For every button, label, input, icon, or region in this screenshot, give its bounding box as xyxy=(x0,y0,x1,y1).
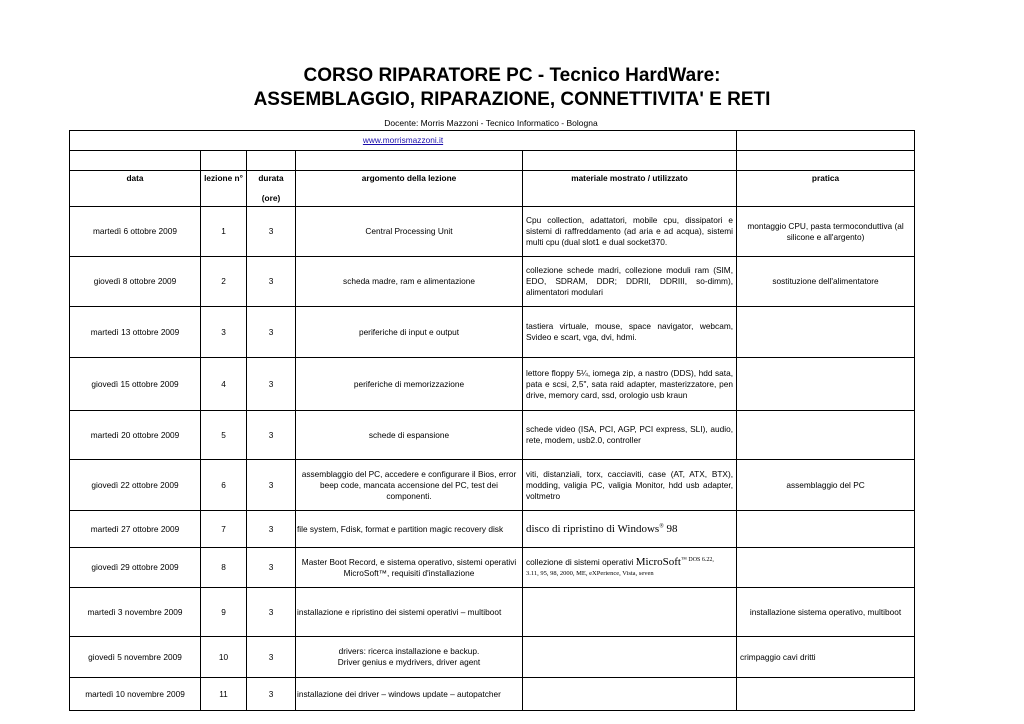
lessons-table xyxy=(69,130,915,711)
table-row: giovedì 22 ottobre 2009 6 3 assemblaggio del PC, accedere e configurare il Bios, error beep code, mancata accensione del PC, test dei componenti. viti, distanziali, torx, cacciaviti, case (AT, ATX, BTX), modding, valigia PC, valigia Monitor, hdd usb adapter, voltmetro assemblaggio del PC xyxy=(70,460,915,511)
table-row: martedì 20 ottobre 2009 5 3 schede di espansione schede video (ISA, PCI, AGP, PCI express, SLI), audio, rete, modem, usb2.0, controller xyxy=(70,411,915,460)
title-line-2: ASSEMBLAGGIO, RIPARAZIONE, CONNETTIVITA' E RETI xyxy=(253,89,771,110)
table-row: giovedì 5 novembre 2009 10 3 drivers: ricerca installazione e backup. Driver genius e mydrivers, driver agent crimpaggio cavi dritti xyxy=(70,637,915,678)
col-duration: durata (ore) xyxy=(247,171,296,207)
website-link[interactable]: www.morrismazzoni.it xyxy=(362,135,444,145)
col-lesson: lezione n° xyxy=(201,171,247,207)
col-topic: argomento della lezione xyxy=(296,171,523,207)
table-row: giovedì 15 ottobre 2009 4 3 periferiche di memorizzazione lettore floppy 5¼, iomega zip, a nastro (DDS), hdd sata, pata e scsi, 2,5", sata raid adapter, masterizzatore, pen drive, memory card, ssd, orologio usb kraun xyxy=(70,358,915,411)
table-row: martedì 10 novembre 2009 11 3 installazione dei driver – windows update – autopatcher xyxy=(70,678,915,711)
table-row: martedì 27 ottobre 2009 7 3 file system, Fdisk, format e partition magic recovery disk disco di ripristino di Windows® 98 xyxy=(70,511,915,548)
teacher-line: Docente: Morris Mazzoni - Tecnico Informatico - Bologna xyxy=(384,118,598,128)
col-practice: pratica xyxy=(737,171,915,207)
spacer-row xyxy=(70,151,915,171)
title-line-1: CORSO RIPARATORE PC - Tecnico HardWare: xyxy=(303,65,721,86)
header-row xyxy=(70,171,915,207)
col-date: data xyxy=(70,171,201,207)
col-material: materiale mostrato / utilizzato xyxy=(523,171,737,207)
table-row: martedì 6 ottobre 2009 1 3 Central Processing Unit Cpu collection, adattatori, mobile cpu, dissipatori e sistemi di raffreddamento (ad aria e ad acqua), sistemi multi cpu (dual slot1 e dual socket370. montaggio CPU, pasta termoconduttiva (al silicone e all'argento) xyxy=(70,207,915,257)
website-row xyxy=(70,131,915,151)
table-row: giovedì 8 ottobre 2009 2 3 scheda madre, ram e alimentazione collezione schede madri, collezione moduli ram (SIM, EDO, SDRAM, DDR; DDRII, DDRIII, so-dimm), alimentatori modulari sostituzione dell'alimentatore xyxy=(70,257,915,307)
document-title xyxy=(0,64,1024,112)
table-row: giovedì 29 ottobre 2009 8 3 Master Boot Record, e sistema operativo, sistemi operativi MicroSoft™, requisiti d'installazione collezione di sistemi operativi MicroSoft$^{™ DOS 6.22,}$ 3.11, 95, 98, 2000, ME, eXPerience, Vista, seven xyxy=(70,548,915,588)
table-row: martedì 13 ottobre 2009 3 3 periferiche di input e output tastiera virtuale, mouse, space navigator, webcam, Svideo e scart, vga, dvi, hdmi. xyxy=(70,307,915,358)
table-row: martedì 3 novembre 2009 9 3 installazione e ripristino dei sistemi operativi – multiboot installazione sistema operativo, multiboot xyxy=(70,588,915,637)
